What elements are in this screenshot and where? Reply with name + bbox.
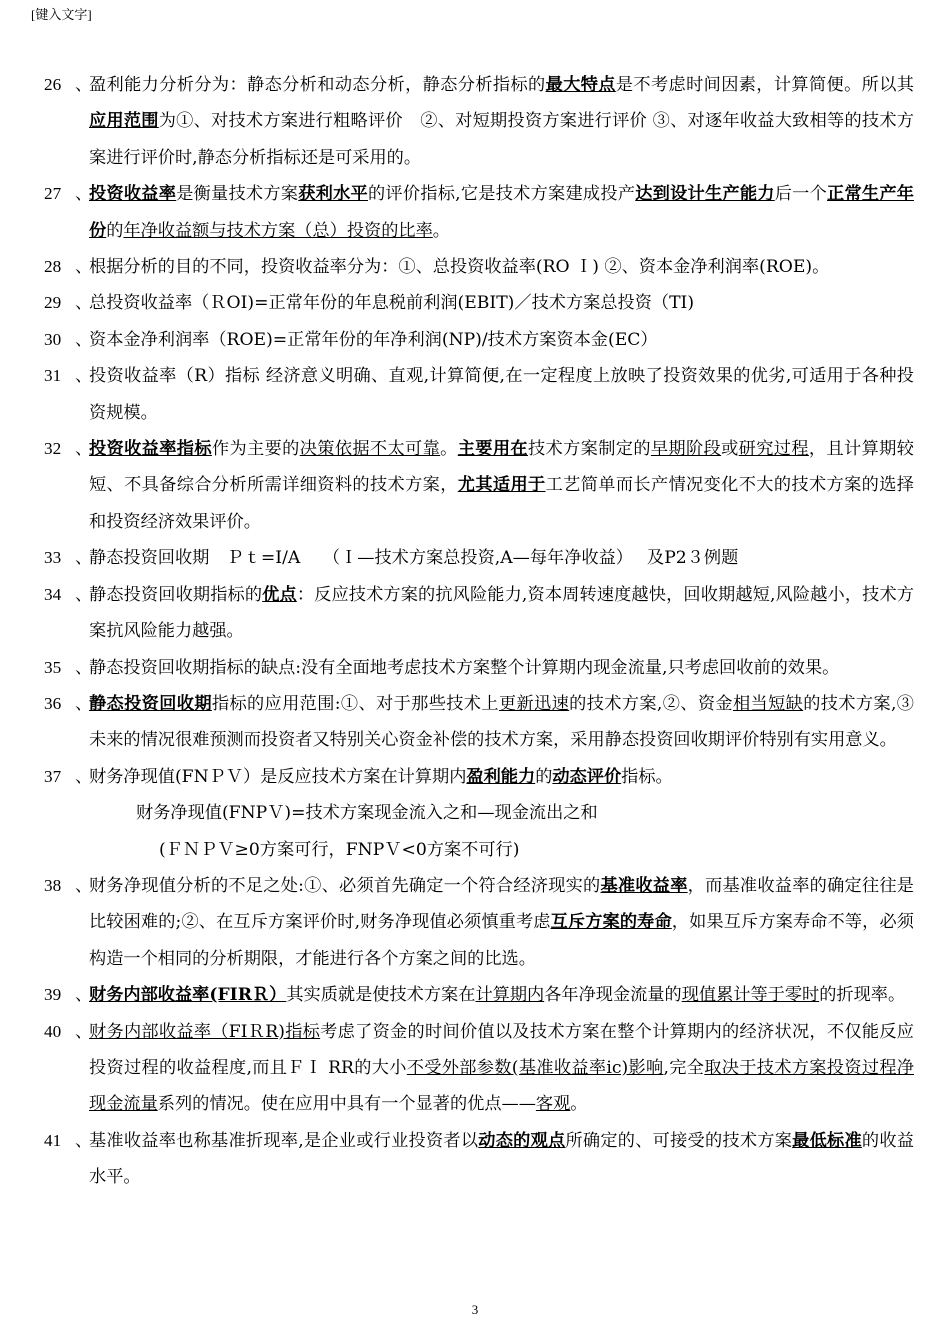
text-segment: 工艺简单而长产情况变化不大的技术方案的选择和投资经济效果评价。	[89, 475, 914, 532]
text-segment: 静态投资回收期指标的	[89, 584, 263, 605]
text-segment: 的技术方案,③ 未来的情况很难预测而投资者又特别关心资金补偿的技术方案，采用静态投资回收期评价特别有实用意义。	[89, 693, 914, 751]
text-segment: 盈利能力分析分为：静态分析和动态分析，静态分析指标的	[89, 75, 546, 95]
list-item	[44, 1014, 914, 1123]
text-segment: 静态投资回收期指标的缺点:没有全面地考虑技术方案整个计算期内现金流量,只考虑回收前的效果。	[89, 657, 840, 678]
item-separator: 、	[75, 985, 93, 1006]
item-separator: 、	[75, 657, 93, 678]
item-separator: 、	[75, 693, 93, 714]
key-term: 盈利能力	[466, 766, 536, 787]
item-text	[89, 540, 914, 576]
underlined-phrase: 不受外部参数(基准收益率ic)影响	[406, 1057, 664, 1078]
item-text	[89, 358, 914, 431]
underlined-phrase: 年净收益额与技术方案（总）投资的比率	[123, 220, 433, 241]
item-number: 36	[44, 693, 62, 713]
item-separator: 、	[75, 257, 93, 278]
text-segment: ，如果互斥方案寿命不等，必须构造一个相同的分析期限，才能进行各个方案之间的比选。	[89, 912, 914, 969]
key-term: 最低标准	[792, 1130, 862, 1151]
item-text	[89, 868, 914, 977]
item-text	[89, 977, 914, 1013]
list-item	[44, 977, 914, 1013]
text-segment: 总投资收益率（ＲOI)=正常年份的年息税前利润(EBIT)／技术方案总投资（TI)	[89, 293, 695, 314]
text-segment: 为①、对技术方案进行粗略评价 ②、对短期投资方案进行评价 ③、对逐年收益大致相等的技术方案进行评价时,静态分析指标还是可采用的。	[89, 111, 914, 168]
text-segment: 根据分析的目的不同，投资收益率分为：①、总投资收益率(RO Ｉ) ②、资本金净利润率(ROE)。	[89, 257, 830, 278]
item-separator: 、	[75, 1021, 93, 1042]
text-segment: 其实质就是使技术方案在	[286, 985, 476, 1006]
text-segment: 财务净现值分析的不足之处:①、必须首先确定一个符合经济现实的	[89, 875, 601, 896]
item-separator: 、	[75, 875, 93, 896]
underlined-phrase: 计算期内	[475, 985, 545, 1006]
text-segment: 基准收益率也称基准折现率,是企业或行业投资者以	[89, 1130, 479, 1151]
key-term: 投资收益率指标	[89, 439, 212, 460]
list-item	[44, 686, 914, 759]
text-segment: ，且计算期较短、不具备综合分析所需详细资料的技术方案，	[89, 439, 914, 496]
text-segment: 的折现率。	[819, 985, 906, 1006]
page-number: 3	[471, 1302, 479, 1317]
item-separator: 、	[75, 439, 93, 460]
item-number: 32	[44, 439, 62, 459]
text-segment: 作为主要的	[211, 439, 300, 460]
text-segment: 是不考虑时间因素，计算简便。所以其	[615, 75, 914, 95]
item-number: 40	[44, 1021, 62, 1041]
item-number: 37	[44, 766, 62, 786]
list-item	[44, 176, 914, 249]
text-segment: 的收益水平。	[89, 1130, 914, 1188]
item-number: 29	[44, 293, 62, 313]
item-text	[89, 650, 914, 686]
item-number: 38	[44, 875, 62, 895]
list-item	[44, 759, 914, 795]
item-number: 39	[44, 985, 62, 1005]
item-text	[89, 285, 914, 321]
text-segment: 各年净现金流量的	[544, 985, 682, 1006]
key-term: 基准收益率	[600, 875, 688, 896]
list-item	[44, 868, 914, 977]
item-text	[89, 686, 914, 759]
key-term: 最大特点	[545, 75, 616, 95]
underlined-phrase: 现值累计等于零时	[681, 985, 820, 1006]
item-number: 34	[44, 584, 62, 604]
item-number: 30	[44, 329, 62, 349]
item-number: 41	[44, 1130, 62, 1150]
underlined-phrase: 取决于技术方案投资过程净现金流量	[89, 1057, 915, 1115]
text-segment: 的	[535, 766, 553, 787]
text-segment: 资本金净利润率（ROE)=正常年份的年净利润(NP)/技术方案资本金(EC）	[89, 329, 658, 350]
item-text	[89, 759, 914, 795]
text-segment: 系列的情况。使在应用中具有一个显著的优点——	[157, 1094, 536, 1115]
item-number: 27	[44, 184, 62, 204]
formula-line: 财务净现值(FNPＶ)=技术方案现金流入之和—现金流出之和	[136, 803, 598, 824]
text-segment: 指标。	[621, 766, 673, 787]
item-text	[89, 1014, 914, 1123]
item-text	[89, 67, 914, 176]
text-segment: 的	[106, 220, 124, 241]
text-segment: 或	[721, 439, 739, 460]
underlined-phrase: 研究过程	[738, 439, 809, 460]
key-term: 正常生产年份	[89, 184, 914, 241]
item-separator: 、	[75, 184, 93, 205]
key-term: 达到设计生产能力	[635, 184, 775, 205]
list-item	[44, 540, 914, 576]
item-text	[89, 322, 914, 358]
text-segment: ：反应技术方案的抗风险能力,资本周转速度越快，回收期越短,风险越小，技术方案抗风险能力越强。	[89, 584, 914, 642]
item-separator: 、	[75, 766, 93, 787]
item-separator: 、	[75, 584, 93, 605]
text-segment: 的评价指标,它是技术方案建成投产	[367, 184, 636, 205]
item-text	[89, 1123, 914, 1196]
item-separator: 、	[75, 329, 93, 350]
text-segment: 指标的应用范围:①、对于那些技术上	[211, 693, 499, 714]
item-text	[89, 577, 914, 650]
text-segment: 财务净现值(FNＰＶ）是反应技术方案在计算期内	[89, 766, 467, 787]
formula-line: (ＦＮＰＶ≥0方案可行，FNPＶ<0方案不可行)	[159, 839, 520, 860]
text-segment: 静态投资回收期 Ｐｔ=I/A （Ｉ—技术方案总投资,A—每年净收益） 及P2３例题	[89, 548, 739, 569]
item-text	[89, 249, 914, 285]
list-item	[44, 322, 914, 358]
list-item	[44, 285, 914, 321]
underlined-phrase: 财务内部收益率（FIＲR)指标	[89, 1021, 321, 1042]
underlined-phrase: 更新迅速	[498, 693, 570, 714]
text-segment: 。	[432, 220, 450, 241]
underlined-phrase: 决策依据不太可靠	[299, 439, 441, 460]
item-number: 28	[44, 257, 62, 277]
list-item	[44, 431, 914, 540]
text-segment: 。	[440, 439, 458, 460]
item-number: 31	[44, 366, 62, 386]
list-item	[44, 249, 914, 285]
page-header: [键入文字]	[31, 7, 92, 22]
key-term: 应用范围	[89, 111, 159, 132]
text-segment: 所确定的、可接受的技术方案	[565, 1130, 793, 1151]
item-number: 35	[44, 657, 62, 677]
key-term: 获利水平	[298, 184, 368, 205]
underlined-phrase: 客观	[535, 1094, 571, 1115]
item-separator: 、	[75, 548, 93, 569]
text-segment: 后一个	[774, 184, 828, 205]
key-term: 静态投资回收期	[89, 693, 212, 714]
text-segment: 是衡量技术方案	[176, 184, 299, 205]
key-term: 动态的观点	[478, 1130, 566, 1151]
item-text	[89, 176, 914, 249]
key-term: 主要用在	[457, 439, 528, 460]
list-item	[44, 1123, 914, 1196]
underlined-phrase: 早期阶段	[650, 439, 722, 460]
key-term: 财务内部收益率(FIRＲ）	[89, 985, 287, 1006]
text-segment: 。	[570, 1094, 588, 1115]
text-segment: ，而基准收益率的确定往往是比较困难的;②、在互斥方案评价时,财务净现值必须慎重考虑	[89, 875, 914, 933]
item-separator: 、	[75, 366, 93, 387]
key-term: 互斥方案的寿命	[550, 912, 672, 933]
item-separator: 、	[75, 1130, 93, 1151]
text-segment: ,完全	[663, 1057, 705, 1078]
text-segment: 的技术方案,②、资金	[569, 693, 733, 714]
text-segment: 投资收益率（R）指标 经济意义明确、直观,计算简便,在一定程度上放映了投资效果的优劣,可适用于各种投资规模。	[89, 366, 914, 423]
key-term: 投资收益率	[89, 184, 177, 205]
key-term: 尤其适用于	[457, 475, 546, 496]
list-item	[44, 67, 914, 176]
underlined-phrase: 相当短缺	[732, 693, 804, 714]
item-number: 33	[44, 548, 62, 568]
key-term: 动态评价	[552, 766, 622, 787]
text-segment: 技术方案制定的	[527, 439, 651, 460]
text-segment: 考虑了资金的时间价值以及技术方案在整个计算期内的经济状况，不仅能反应投资过程的收益程度,而且ＦＩ RR的大小	[89, 1021, 914, 1078]
list-item	[44, 650, 914, 686]
item-separator: 、	[75, 75, 93, 95]
item-separator: 、	[75, 293, 93, 314]
item-text	[89, 431, 914, 540]
document-body	[44, 67, 914, 1196]
list-item	[44, 577, 914, 650]
list-item	[44, 358, 914, 431]
item-number: 26	[44, 75, 62, 94]
key-term: 优点	[262, 584, 297, 605]
